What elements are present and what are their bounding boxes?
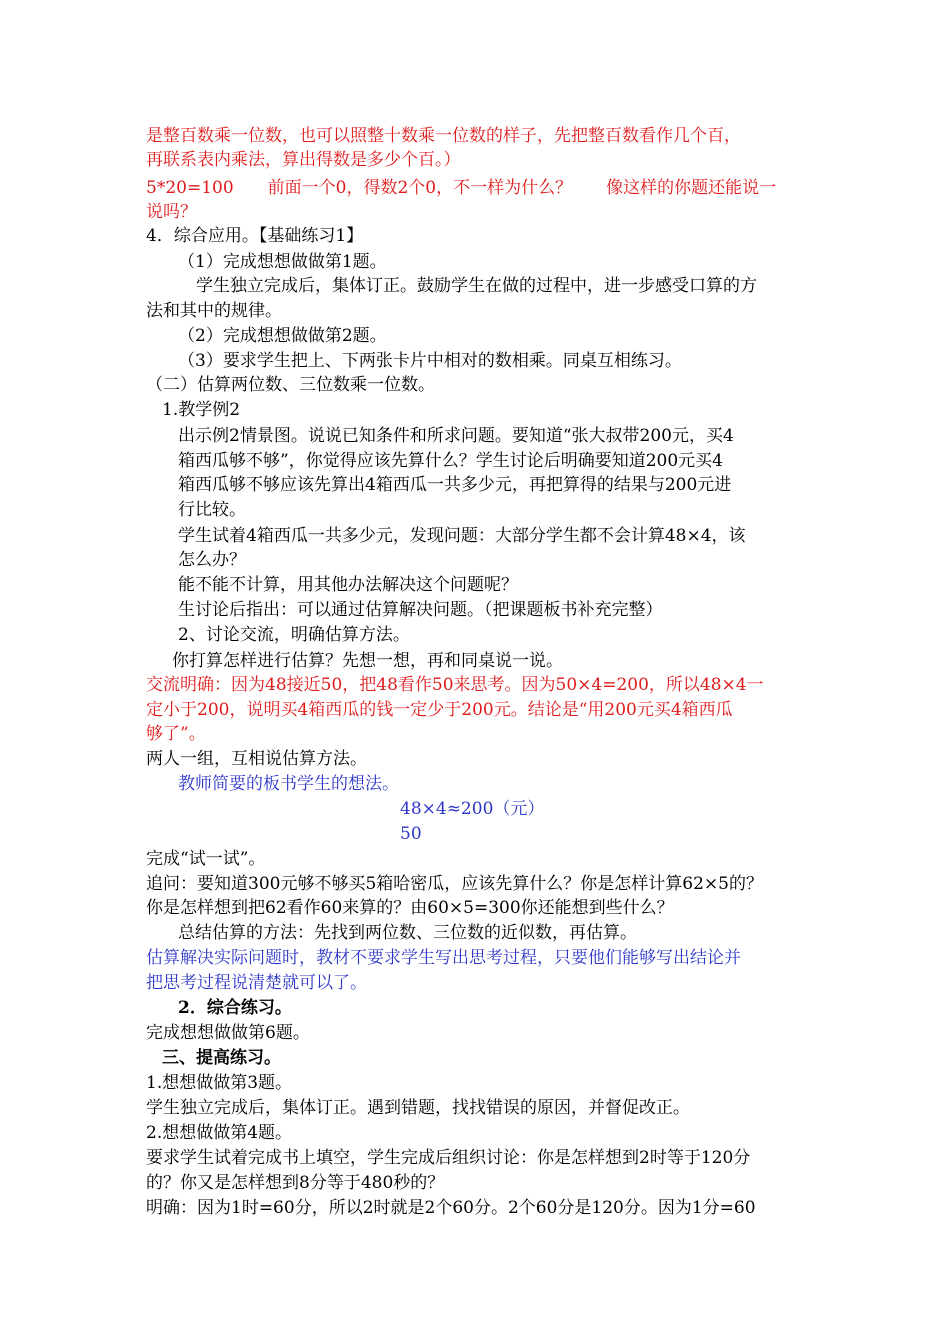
text-line-12: 1.教学例2 (162, 400, 241, 420)
text-line-3: 5*20=100 前面一个0，得数2个0，不一样为什么？ 像这样的你题还能说一 (146, 178, 777, 198)
text-line-44: 明确：因为1时=60分，所以2时就是2个60分。2个60分是120分。因为1分=60 (146, 1198, 756, 1218)
text-line-21: 2、讨论交流，明确估算方法。 (178, 625, 410, 645)
text-line-8: 法和其中的规律。 (146, 301, 282, 321)
text-line-32: 你是怎样想到把62看作60来算的？由60×5=300你还能想到些什么？ (146, 898, 674, 918)
board-approx-value: 50 (400, 824, 422, 844)
text-line-9: （2）完成想想做做第2题。 (178, 326, 387, 346)
section-heading-comprehensive: 2．综合练习。 (178, 998, 292, 1018)
section-heading-improve: 三、提高练习。 (162, 1048, 281, 1068)
text-line-35: 把思考过程说清楚就可以了。 (146, 973, 367, 993)
text-line-14: 箱西瓜够不够”，你觉得应该先算什么？学生讨论后明确要知道200元买4 (178, 451, 723, 471)
text-line-41: 2.想想做做第4题。 (146, 1123, 293, 1143)
text-line-16: 行比较。 (178, 500, 246, 520)
text-line-20: 生讨论后指出：可以通过估算解决问题。（把课题板书补充完整） (178, 600, 663, 620)
section-heading-estimate: （二）估算两位数、三位数乘一位数。 (146, 375, 435, 395)
text-line-27: 教师简要的板书学生的想法。 (178, 774, 399, 794)
text-line-13: 出示例2情景图。说说已知条件和所求问题。要知道“张大叔带200元，买4 (178, 426, 734, 446)
text-line-30: 完成“试一试”。 (146, 849, 266, 869)
text-line-40: 学生独立完成后，集体订正。遇到错题，找找错误的原因，并督促改正。 (146, 1098, 690, 1118)
text-line-24: 定小于200，说明买4箱西瓜的钱一定少于200元。结论是“用200元买4箱西瓜 (146, 700, 733, 720)
text-line-26: 两人一组，互相说估算方法。 (146, 749, 367, 769)
text-line-10: （3）要求学生把上、下两张卡片中相对的数相乘。同桌互相练习。 (178, 351, 682, 371)
text-line-1: 是整百数乘一位数，也可以照整十数乘一位数的样子，先把整百数看作几个百， (146, 126, 741, 146)
text-line-17: 学生试着4箱西瓜一共多少元，发现问题：大部分学生都不会计算48×4，该 (178, 526, 746, 546)
text-line-22: 你打算怎样进行估算？先想一想，再和同桌说一说。 (172, 651, 563, 671)
text-line-37: 完成想想做做第6题。 (146, 1023, 310, 1043)
text-line-4: 说吗？ (146, 202, 197, 222)
text-line-6: （1）完成想想做做第1题。 (178, 252, 387, 272)
text-line-39: 1.想想做做第3题。 (146, 1073, 293, 1093)
board-equation: 48×4≈200（元） (400, 799, 545, 819)
text-line-19: 能不能不计算，用其他办法解决这个问题呢？ (178, 575, 518, 595)
text-line-43: 的？你又是怎样想到8分等于480秒的？ (146, 1173, 445, 1193)
text-line-23: 交流明确：因为48接近50，把48看作50来思考。因为50×4=200，所以48×4一 (146, 675, 764, 695)
text-line-25: 够了”。 (146, 724, 206, 744)
text-line-34: 估算解决实际问题时，教材不要求学生写出思考过程，只要他们能够写出结论并 (146, 948, 741, 968)
text-line-31: 追问：要知道300元够不够买5箱哈密瓜，应该先算什么？你是怎样计算62×5的？ (146, 874, 763, 894)
text-line-33: 总结估算的方法：先找到两位数、三位数的近似数，再估算。 (178, 923, 637, 943)
text-line-18: 怎么办？ (178, 550, 246, 570)
section-heading-4: 4．综合应用。【基础练习1】 (146, 226, 364, 246)
text-line-15: 箱西瓜够不够应该先算出4箱西瓜一共多少元，再把算得的结果与200元进 (178, 475, 732, 495)
text-line-2: 再联系表内乘法，算出得数是多少个百。） (146, 150, 461, 170)
text-line-7: 学生独立完成后，集体订正。鼓励学生在做的过程中，进一步感受口算的方 (196, 276, 757, 296)
text-line-42: 要求学生试着完成书上填空，学生完成后组织讨论：你是怎样想到2时等于120分 (146, 1148, 751, 1168)
